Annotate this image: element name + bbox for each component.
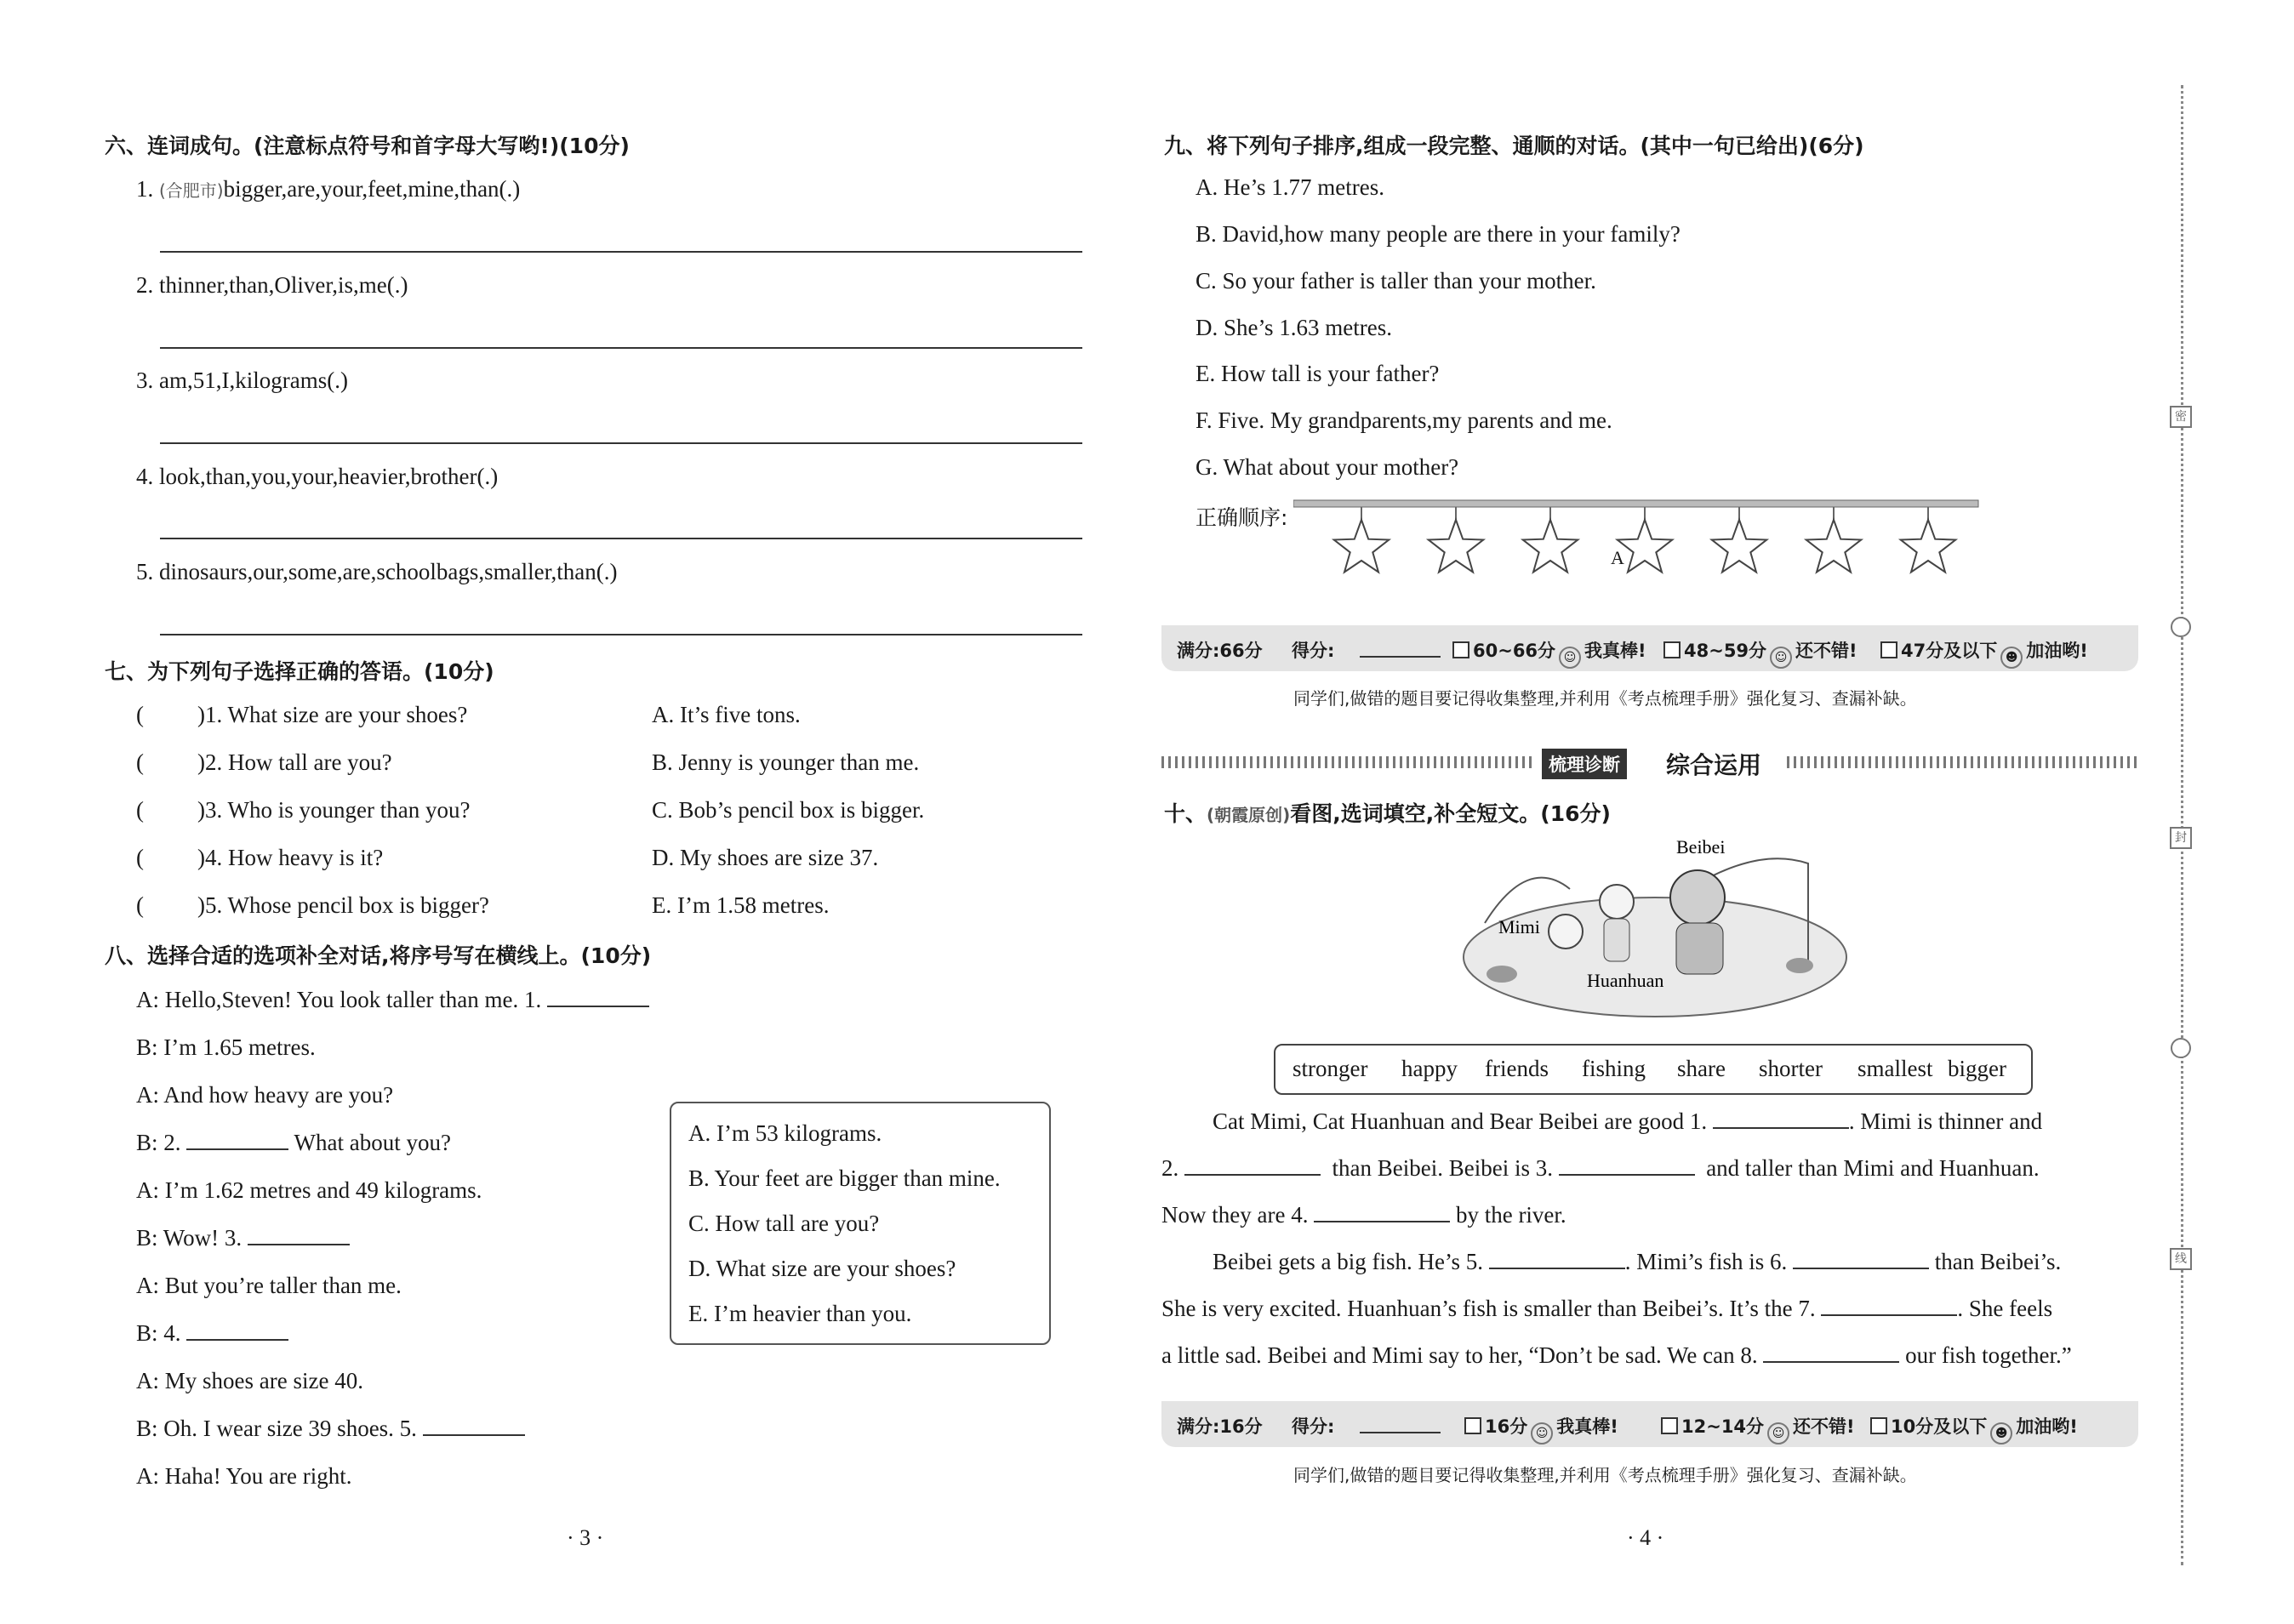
- word-bigger: bigger: [1948, 1056, 2006, 1081]
- s9-item-b: B. David,how many people are there in your family?: [1196, 221, 1681, 247]
- answer-star-2[interactable]: [1429, 520, 1484, 573]
- cheer-face-icon: ☻: [1990, 1422, 2012, 1445]
- s8-option-c: C. How tall are you?: [688, 1211, 880, 1236]
- s9-given-letter: A: [1611, 547, 1624, 568]
- passage-line-6: a little sad. Beibei and Mimi say to her, “Don’t be sad. We can 8. our fish together.”: [1161, 1342, 2072, 1368]
- answer-line-3[interactable]: [160, 442, 1082, 444]
- answer-star-5[interactable]: [1712, 520, 1767, 573]
- passage-line-5: She is very excited. Huanhuan’s fish is smaller than Beibei’s. It’s the 7. . She feels: [1161, 1296, 2053, 1321]
- score-bar-1: [1161, 625, 2138, 671]
- passage-line-3: Now they are 4. by the river.: [1161, 1202, 1566, 1228]
- s6-question-5: 5. dinosaurs,our,some,are,schoolbags,smaller,than(.): [136, 559, 618, 584]
- score-bar-2: [1161, 1401, 2138, 1447]
- checkbox-icon[interactable]: [1661, 1417, 1678, 1434]
- s8-line-8: B: 4.: [136, 1320, 288, 1347]
- bear-beibei-icon: [1670, 870, 1725, 925]
- label-beibei: Beibei: [1676, 838, 1726, 858]
- happy-face-icon: ☺: [1531, 1422, 1553, 1445]
- s8-line-7: A: But you’re taller than me.: [136, 1273, 402, 1298]
- banner-dash-right: [1787, 756, 2138, 768]
- smile-face-icon: ☺: [1767, 1422, 1789, 1445]
- passage-blank-2[interactable]: [1184, 1155, 1321, 1176]
- s7-question-3: )3. Who is younger than you?: [197, 797, 471, 823]
- passage-blank-4[interactable]: [1314, 1202, 1450, 1222]
- s7-question-4: )4. How heavy is it?: [197, 845, 384, 870]
- passage-line-1: Cat Mimi, Cat Huanhuan and Bear Beibei are good 1. . Mimi is thinner and: [1213, 1108, 2043, 1134]
- s6-question-4: 4. look,than,you,your,heavier,brother(.): [136, 464, 499, 489]
- score2-got-blank[interactable]: [1360, 1432, 1441, 1433]
- answer-line-1[interactable]: [160, 251, 1082, 253]
- fishing-illustration: [1451, 838, 1859, 1029]
- s6-question-2: 2. thinner,than,Oliver,is,me(.): [136, 272, 408, 298]
- checkbox-icon[interactable]: [1663, 641, 1681, 658]
- answer-line-2[interactable]: [160, 347, 1082, 349]
- s9-item-e: E. How tall is your father?: [1196, 361, 1440, 386]
- answer-star-6[interactable]: [1806, 520, 1862, 573]
- s8-blank-2[interactable]: [186, 1130, 288, 1150]
- answer-star-7[interactable]: [1901, 520, 1956, 573]
- s8-option-b: B. Your feet are bigger than mine.: [688, 1165, 1001, 1191]
- margin-circle-1: [2171, 617, 2191, 637]
- page-number-left: · 3 ·: [567, 1525, 604, 1550]
- s8-option-d: D. What size are your shoes?: [688, 1256, 956, 1281]
- score2-tier-1: 16分 ☺ 我真棒!: [1464, 1413, 1618, 1445]
- passage-line-4: Beibei gets a big fish. He’s 5. . Mimi’s fish is 6. than Beibei’s.: [1213, 1249, 2062, 1274]
- word-stronger: stronger: [1293, 1056, 1368, 1081]
- s8-line-9: A: My shoes are size 40.: [136, 1368, 363, 1393]
- s8-line-10: B: Oh. I wear size 39 shoes. 5.: [136, 1416, 525, 1442]
- s7-question-1: )1. What size are your shoes?: [197, 702, 468, 727]
- score1-got-blank[interactable]: [1360, 656, 1441, 658]
- answer-star-1[interactable]: [1334, 520, 1390, 573]
- star-rail: [1293, 500, 1978, 507]
- s7-answer-d: D. My shoes are size 37.: [652, 845, 879, 870]
- happy-face-icon: ☺: [1559, 647, 1581, 669]
- answer-line-5[interactable]: [160, 634, 1082, 635]
- s8-option-e: E. I’m heavier than you.: [688, 1301, 912, 1326]
- score1-tier-3: 47分及以下 ☻ 加油哟!: [1880, 637, 2088, 669]
- margin-circle-2: [2171, 1038, 2191, 1058]
- cheer-face-icon: ☻: [2000, 647, 2023, 669]
- review-note-1: 同学们,做错的题目要记得收集整理,并利用《考点梳理手册》强化复习、查漏补缺。: [1293, 688, 1917, 709]
- fish-icon: [1786, 958, 1813, 973]
- passage-blank-3[interactable]: [1559, 1155, 1695, 1176]
- section-8-title: 八、选择合适的选项补全对话,将序号写在横线上。(10分): [105, 943, 652, 968]
- word-shorter: shorter: [1759, 1056, 1823, 1081]
- s8-line-1: A: Hello,Steven! You look taller than me. 1.: [136, 987, 649, 1013]
- label-huanhuan: Huanhuan: [1587, 970, 1664, 991]
- s7-paren-4[interactable]: (: [136, 845, 144, 870]
- answer-line-4[interactable]: [160, 538, 1082, 539]
- s6-q1-words: bigger,are,your,feet,mine,than(.): [223, 176, 521, 202]
- s8-blank-4[interactable]: [186, 1320, 288, 1341]
- score2-tier-2: 12~14分 ☺ 还不错!: [1661, 1413, 1855, 1445]
- s7-paren-2[interactable]: (: [136, 749, 144, 775]
- cat-mimi-icon: [1600, 885, 1634, 919]
- review-note-2: 同学们,做错的题目要记得收集整理,并利用《考点梳理手册》强化复习、查漏补缺。: [1293, 1465, 1917, 1485]
- s9-item-c: C. So your father is taller than your mother.: [1196, 268, 1596, 293]
- s9-star-chain: [1293, 493, 1991, 587]
- section-6-title: 六、连词成句。(注意标点符号和首字母大写哟!)(10分): [105, 134, 630, 158]
- score2-got-label: 得分:: [1292, 1416, 1335, 1437]
- banner-title: 综合运用: [1666, 751, 1762, 779]
- s6-question-3: 3. am,51,I,kilograms(.): [136, 368, 348, 393]
- s7-paren-5[interactable]: (: [136, 892, 144, 918]
- s8-blank-5[interactable]: [423, 1416, 525, 1436]
- passage-blank-1[interactable]: [1713, 1108, 1849, 1129]
- label-mimi: Mimi: [1498, 916, 1540, 937]
- passage-blank-7[interactable]: [1821, 1296, 1957, 1316]
- s8-line-5: A: I’m 1.62 metres and 49 kilograms.: [136, 1177, 482, 1203]
- answer-star-4[interactable]: [1618, 520, 1673, 573]
- section-10-title: 十、(朝霞原创)看图,选词填空,补全短文。(16分): [1164, 801, 1611, 826]
- cat-body: [1604, 919, 1629, 961]
- s7-answer-e: E. I’m 1.58 metres.: [652, 892, 830, 918]
- page-number-right: · 4 ·: [1627, 1525, 1664, 1550]
- score2-tier-3: 10分及以下 ☻ 加油哟!: [1870, 1413, 2078, 1445]
- score1-tier-1: 60~66分 ☺ 我真棒!: [1452, 637, 1646, 669]
- passage-blank-8[interactable]: [1763, 1342, 1899, 1363]
- word-bank-box: [1274, 1044, 2033, 1095]
- word-happy: happy: [1401, 1056, 1458, 1081]
- word-share: share: [1677, 1056, 1726, 1081]
- cat-huanhuan-icon: [1549, 915, 1583, 949]
- binding-dotted-line: [2181, 85, 2183, 1565]
- s9-item-a: A. He’s 1.77 metres.: [1196, 174, 1384, 200]
- word-fishing: fishing: [1582, 1056, 1646, 1081]
- section-7-title: 七、为下列句子选择正确的答语。(10分): [105, 659, 494, 684]
- s7-question-5: )5. Whose pencil box is bigger?: [197, 892, 489, 918]
- margin-char-3: 线: [2170, 1248, 2192, 1270]
- margin-char-1: 密: [2170, 406, 2192, 428]
- score1-got-label: 得分:: [1292, 641, 1335, 661]
- word-friends: friends: [1485, 1056, 1549, 1081]
- margin-char-2: 封: [2170, 827, 2192, 849]
- word-smallest: smallest: [1857, 1056, 1933, 1081]
- smile-face-icon: ☺: [1770, 647, 1792, 669]
- banner-dash-left: [1161, 756, 1536, 768]
- pond: [1464, 897, 1846, 1017]
- s8-line-6: B: Wow! 3.: [136, 1225, 350, 1251]
- s8-line-3: A: And how heavy are you?: [136, 1082, 394, 1108]
- banner-tag: 梳理诊断: [1542, 749, 1627, 779]
- s7-paren-1[interactable]: (: [136, 702, 144, 727]
- s9-item-d: D. She’s 1.63 metres.: [1196, 315, 1392, 340]
- s6-q1-source-tag: (合肥市): [159, 180, 224, 201]
- s7-answer-b: B. Jenny is younger than me.: [652, 749, 920, 775]
- s9-item-g: G. What about your mother?: [1196, 454, 1459, 480]
- bear-body: [1676, 923, 1723, 974]
- s8-option-a: A. I’m 53 kilograms.: [688, 1120, 882, 1146]
- checkbox-icon[interactable]: [1464, 1417, 1481, 1434]
- s9-order-label: 正确顺序:: [1196, 505, 1288, 530]
- checkbox-icon[interactable]: [1880, 641, 1897, 658]
- s8-blank-3[interactable]: [248, 1225, 350, 1245]
- s8-line-11: A: Haha! You are right.: [136, 1463, 352, 1489]
- s6-question-1: [136, 176, 520, 202]
- score2-full: 满分:16分: [1177, 1416, 1263, 1437]
- section-9-title: 九、将下列句子排序,组成一段完整、通顺的对话。(其中一句已给出)(6分): [1164, 134, 1864, 158]
- passage-blank-6[interactable]: [1793, 1249, 1929, 1269]
- s8-line-4: B: 2. What about you?: [136, 1130, 451, 1155]
- s7-paren-3[interactable]: (: [136, 797, 144, 823]
- s6-q1-number: 1.: [136, 176, 154, 202]
- s8-options-box: [670, 1102, 1051, 1345]
- s7-answer-c: C. Bob’s pencil box is bigger.: [652, 797, 925, 823]
- score1-full: 满分:66分: [1177, 641, 1263, 661]
- passage-blank-5[interactable]: [1489, 1249, 1625, 1269]
- fish-icon: [1487, 966, 1517, 983]
- answer-star-3[interactable]: [1523, 520, 1578, 573]
- passage-line-2: 2. than Beibei. Beibei is 3. and taller than Mimi and Huanhuan.: [1161, 1155, 2040, 1181]
- s7-question-2: )2. How tall are you?: [197, 749, 392, 775]
- score1-tier-2: 48~59分 ☺ 还不错!: [1663, 637, 1857, 669]
- s9-item-f: F. Five. My grandparents,my parents and me.: [1196, 407, 1612, 433]
- s7-answer-a: A. It’s five tons.: [652, 702, 801, 727]
- checkbox-icon[interactable]: [1452, 641, 1469, 658]
- s8-line-2: B: I’m 1.65 metres.: [136, 1034, 316, 1060]
- s8-blank-1[interactable]: [547, 987, 649, 1007]
- checkbox-icon[interactable]: [1870, 1417, 1887, 1434]
